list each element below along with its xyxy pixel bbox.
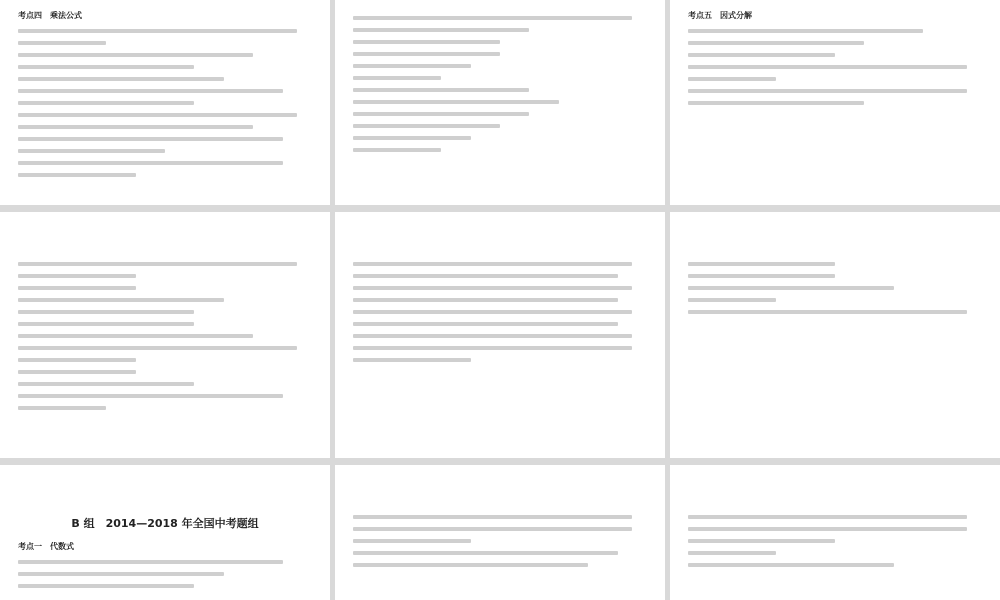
page-text-block — [18, 560, 312, 588]
group-title: B 组 2014—2018 年全国中考题组 — [71, 517, 259, 530]
text-line — [18, 382, 194, 386]
text-line — [353, 64, 471, 68]
text-line — [18, 137, 283, 141]
text-line — [18, 149, 165, 153]
text-line — [688, 89, 967, 93]
text-line — [353, 563, 588, 567]
text-line — [18, 101, 194, 105]
text-line — [353, 551, 618, 555]
section-title: 考点一 代数式 — [18, 542, 74, 551]
text-line — [353, 515, 632, 519]
text-line — [353, 136, 471, 140]
text-line — [353, 148, 441, 152]
text-line — [353, 274, 618, 278]
text-line — [18, 173, 136, 177]
text-line — [18, 65, 194, 69]
text-line — [18, 41, 106, 45]
section-title: 考点五 因式分解 — [688, 11, 752, 20]
text-line — [18, 77, 224, 81]
document-page-4 — [0, 212, 330, 458]
text-line — [18, 89, 283, 93]
text-line — [18, 584, 194, 588]
page-text-block — [353, 515, 647, 567]
text-line — [18, 298, 224, 302]
document-page-3 — [670, 0, 1000, 205]
text-line — [353, 88, 529, 92]
text-line — [688, 29, 923, 33]
text-line — [18, 53, 253, 57]
text-line — [688, 77, 776, 81]
text-line — [353, 28, 529, 32]
text-line — [18, 394, 283, 398]
text-line — [18, 406, 106, 410]
text-line — [688, 310, 967, 314]
text-line — [353, 262, 632, 266]
text-line — [688, 563, 894, 567]
page-text-block — [688, 262, 982, 314]
document-page-2 — [335, 0, 665, 205]
text-line — [688, 101, 864, 105]
text-line — [18, 113, 297, 117]
text-line — [18, 346, 297, 350]
text-line — [353, 16, 632, 20]
text-line — [353, 124, 500, 128]
text-line — [353, 322, 618, 326]
section-title: 考点四 乘法公式 — [18, 11, 82, 20]
text-line — [353, 310, 632, 314]
text-line — [353, 52, 500, 56]
document-page-7 — [0, 465, 330, 600]
text-line — [18, 286, 136, 290]
page-text-block — [353, 16, 647, 152]
document-page-8 — [335, 465, 665, 600]
text-line — [18, 125, 253, 129]
text-line — [18, 560, 283, 564]
text-line — [688, 527, 967, 531]
text-line — [688, 286, 894, 290]
text-line — [18, 310, 194, 314]
text-line — [18, 29, 297, 33]
text-line — [18, 322, 194, 326]
text-line — [18, 274, 136, 278]
text-line — [688, 262, 835, 266]
text-line — [688, 65, 967, 69]
text-line — [353, 100, 559, 104]
text-line — [353, 286, 632, 290]
page-text-block — [688, 29, 982, 105]
text-line — [18, 262, 297, 266]
text-line — [353, 112, 529, 116]
text-line — [353, 298, 618, 302]
page-text-block — [18, 29, 312, 177]
text-line — [688, 53, 835, 57]
page-text-block — [353, 262, 647, 362]
document-page-9 — [670, 465, 1000, 600]
page-text-block — [688, 515, 982, 567]
text-line — [688, 41, 864, 45]
text-line — [18, 358, 136, 362]
text-line — [18, 572, 224, 576]
text-line — [353, 527, 632, 531]
text-line — [353, 358, 471, 362]
text-line — [688, 298, 776, 302]
text-line — [353, 40, 500, 44]
text-line — [353, 346, 632, 350]
text-line — [688, 274, 835, 278]
text-line — [18, 334, 253, 338]
page-text-block — [18, 262, 312, 410]
text-line — [353, 539, 471, 543]
text-line — [18, 161, 283, 165]
text-line — [18, 370, 136, 374]
text-line — [353, 334, 632, 338]
document-page-6 — [670, 212, 1000, 458]
text-line — [688, 551, 776, 555]
text-line — [353, 76, 441, 80]
document-page-5 — [335, 212, 665, 458]
document-page-1 — [0, 0, 330, 205]
text-line — [688, 539, 835, 543]
text-line — [688, 515, 967, 519]
